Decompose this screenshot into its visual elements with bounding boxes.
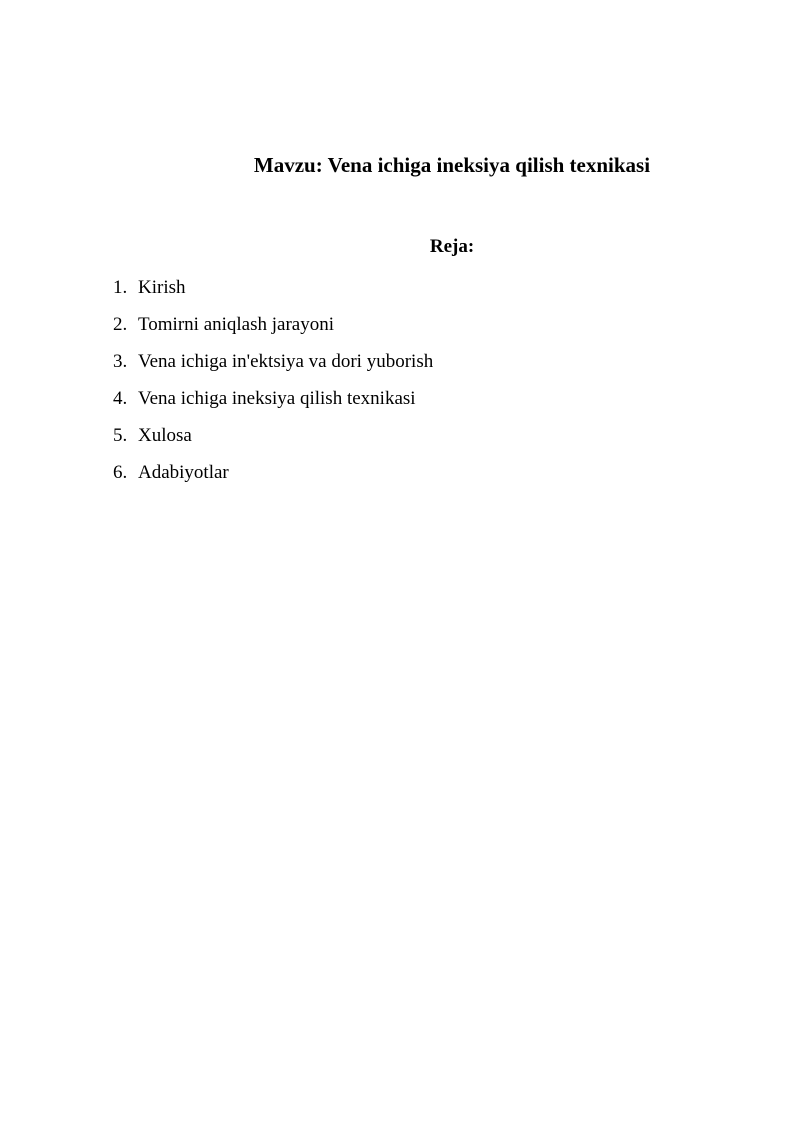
plan-item bbox=[113, 269, 433, 306]
plan-item-text: Adabiyotlar bbox=[138, 462, 229, 483]
plan-item-number: 3. bbox=[113, 351, 128, 372]
plan-item bbox=[113, 343, 433, 380]
plan-item-text: Tomirni aniqlash jarayoni bbox=[138, 314, 335, 335]
plan-heading: Reja: bbox=[429, 236, 475, 257]
plan-item bbox=[113, 380, 433, 417]
plan-item-text: Xulosa bbox=[138, 425, 192, 446]
plan-item-number: 1. bbox=[113, 277, 128, 298]
plan-item-text: Vena ichiga ineksiya qilish texnikasi bbox=[138, 388, 416, 409]
plan-item-number: 4. bbox=[113, 388, 128, 409]
plan-item bbox=[113, 454, 433, 491]
plan-item-text: Vena ichiga in'ektsiya va dori yuborish bbox=[138, 351, 434, 372]
plan-list bbox=[113, 269, 433, 491]
plan-item-number: 5. bbox=[113, 425, 128, 446]
plan-item-number: 2. bbox=[113, 314, 128, 335]
plan-item-text: Kirish bbox=[138, 277, 186, 298]
plan-item-number: 6. bbox=[113, 462, 128, 483]
document-title: Mavzu: Vena ichiga ineksiya qilish texnikasi bbox=[253, 153, 651, 177]
plan-item bbox=[113, 306, 433, 343]
plan-item bbox=[113, 417, 433, 454]
